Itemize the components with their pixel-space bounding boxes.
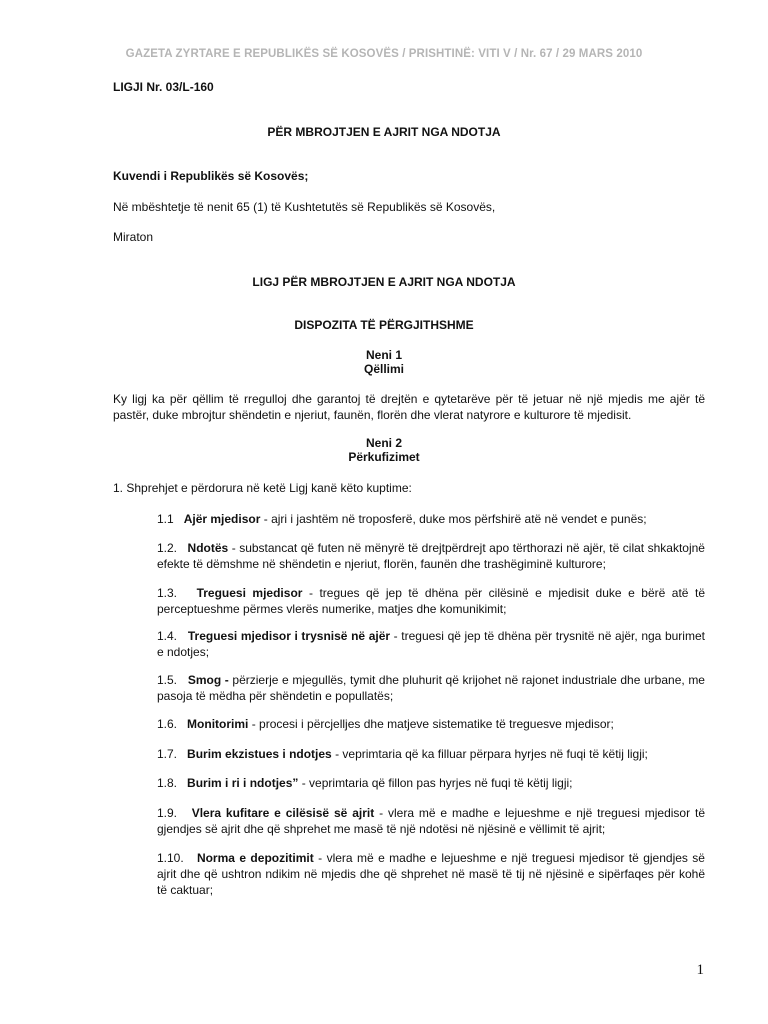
article-2-intro: 1. Shprehjet e përdorura në ketë Ligj kanë këto kuptime: [113,481,412,495]
law-number: LIGJI Nr. 03/L-160 [113,80,214,94]
definition-item: 1.9. Vlera kufitare e cilësisë së ajrit - vlera më e madhe e lejueshme e një treguesi mjedisor të gjendjes së ajrit dhe që shprehet me masë të një ndotësi në njësinë e vëllimit të ajrit; [157,806,705,836]
law-subject-title: PËR MBROJTJEN E AJRIT NGA NDOTJA [267,125,501,139]
adopts-line: Miraton [113,230,154,244]
definition-item: 1.2. Ndotës - substancat që futen në mënyrë të drejtpërdrejt apo tërthorazi në ajër, të cilat shkaktojnë efekte të dëmshme në shëndetin e njeriut, florën, faunën dhe trashëgiminë kulturore; [157,541,705,571]
page-number: 1 [696,962,704,978]
definition-item: 1.3. Treguesi mjedisor - tregues që jep të dhëna për cilësinë e mjedisit duke e bërë atë të perceptueshme përmes vlerës numerike, matjes dhe komunikimit; [157,586,706,616]
definition-item: 1.5. Smog - përzierje e mjegullës, tymit dhe pluhurit që krijohet në rajonet industriale dhe urbane, me pasoja të mëdha për shëndetin e popullatës; [157,673,705,703]
definition-item: 1.7. Burim ekzistues i ndotjes - veprimtaria që ka filluar përpara hyrjes në fuqi të këtij ligji; [157,747,648,761]
legal-basis: Në mbështetje të nenit 65 (1) të Kushtetutës së Republikës së Kosovës, [113,200,496,214]
definition-item: 1.4. Treguesi mjedisor i trysnisë në ajër - treguesi që jep të dhëna për trysnitë në ajër, nga burimet e ndotjes; [157,629,705,659]
article-2-title: Përkufizimet [348,450,420,464]
article-1-title: Qëllimi [363,362,404,376]
article-2-number: Neni 2 [365,436,402,450]
law-title: LIGJ PËR MBROJTJEN E AJRIT NGA NDOTJA [252,275,516,289]
definition-item: 1.1 Ajër mjedisor - ajri i jashtëm në troposferë, duke mos përfshirë atë në vendet e punës; [157,512,647,526]
definition-item: 1.8. Burim i ri i ndotjes” - veprimtaria që fillon pas hyrjes në fuqi të këtij ligji; [157,776,573,790]
article-1-text: Ky ligj ka për qëllim të rregulloj dhe garantoj të drejtën e qytetarëve për të jetuar në një mjedis me ajër të pastër, duke mbrojtur shëndetin e njeriut, faunën, florën dhe vlerat natyrore e kulturore të mjedisit. [113,392,705,422]
definition-item: 1.10. Norma e depozitimit - vlera më e madhe e lejueshme e një treguesi mjedisor të gjendjes së ajrit dhe që ushtron ndikim në mjedis dhe që shprehet në masë të tij në njësinë e sipërfaqes për kohë të caktuar; [157,851,705,897]
definition-item: 1.6. Monitorimi - procesi i përcjelljes dhe matjeve sistematike të treguesve mjedisor; [157,717,614,731]
assembly-line: Kuvendi i Republikës së Kosovës; [113,169,309,183]
gazette-header: GAZETA ZYRTARE E REPUBLIKËS SË KOSOVËS / PRISHTINË: VITI V / Nr. 67 / 29 MARS 2010 [125,48,643,60]
section-title: DISPOZITA TË PËRGJITHSHME [294,318,474,332]
article-1-number: Neni 1 [365,348,402,362]
